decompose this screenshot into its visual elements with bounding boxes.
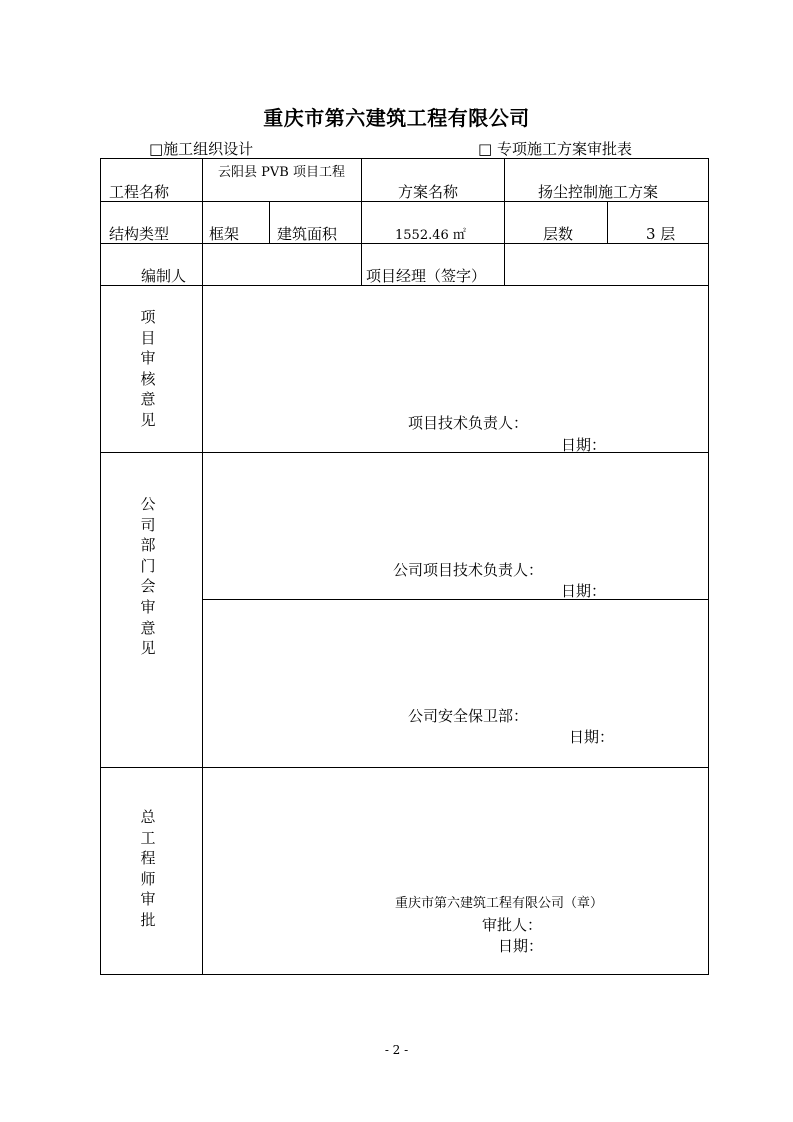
chief-approval-date: 日期： <box>498 937 544 955</box>
company-security-date: 日期： <box>569 728 615 746</box>
col-divider <box>202 158 203 974</box>
approval-table <box>100 158 708 974</box>
page-number: - 2 - <box>384 1043 409 1057</box>
project-review-date: 日期： <box>561 436 607 454</box>
col-divider <box>504 158 505 285</box>
company-tech-date: 日期： <box>561 582 607 600</box>
approver-label: 审批人： <box>482 916 543 934</box>
plan-name-value[interactable]: 扬尘控制施工方案 <box>538 183 659 201</box>
structure-type-label: 结构类型 <box>109 225 170 243</box>
project-name-value[interactable]: 云阳县 PVB 项目工程 <box>218 165 345 180</box>
project-manager-signature[interactable] <box>510 265 700 285</box>
table-border-left <box>100 158 101 974</box>
option-construction-design[interactable]: □施工组织设计 <box>149 140 254 158</box>
col-divider <box>607 201 608 243</box>
row-divider <box>100 243 708 244</box>
floors-label: 层数 <box>543 225 574 243</box>
project-review-label: 项 目 审 核 意 见 <box>140 308 156 429</box>
structure-type-value[interactable]: 框架 <box>209 225 240 243</box>
document-title: 重庆市第六建筑工程有限公司 <box>263 106 530 130</box>
plan-name-label: 方案名称 <box>398 183 459 201</box>
building-area-value[interactable]: 1552.46 ㎡ <box>395 228 466 243</box>
project-name-label: 工程名称 <box>109 183 170 201</box>
chief-engineer-label: 总 工 程 师 审 批 <box>140 808 156 929</box>
project-tech-lead-signer: 项目技术负责人： <box>408 414 529 432</box>
project-manager-label: 项目经理（签字） <box>366 267 487 285</box>
preparer-value[interactable] <box>210 265 355 285</box>
floors-value[interactable]: 3 层 <box>646 225 676 243</box>
table-border-bottom <box>100 974 709 975</box>
company-security-signer: 公司安全保卫部： <box>408 707 529 725</box>
preparer-label: 编制人 <box>141 267 187 285</box>
company-review-label: 公 司 部 门 会 审 意 见 <box>140 495 156 658</box>
company-seal-label: 重庆市第六建筑工程有限公司（章） <box>395 896 604 911</box>
subrow-divider <box>202 599 708 600</box>
row-divider <box>100 452 708 453</box>
option-special-plan-approval[interactable]: □ 专项施工方案审批表 <box>478 140 632 158</box>
company-tech-lead-signer: 公司项目技术负责人： <box>393 561 544 579</box>
table-border-right <box>708 158 709 974</box>
row-divider <box>100 767 708 768</box>
table-border-top <box>100 158 708 159</box>
col-divider <box>269 201 270 243</box>
col-divider <box>361 158 362 285</box>
building-area-label: 建筑面积 <box>277 225 338 243</box>
